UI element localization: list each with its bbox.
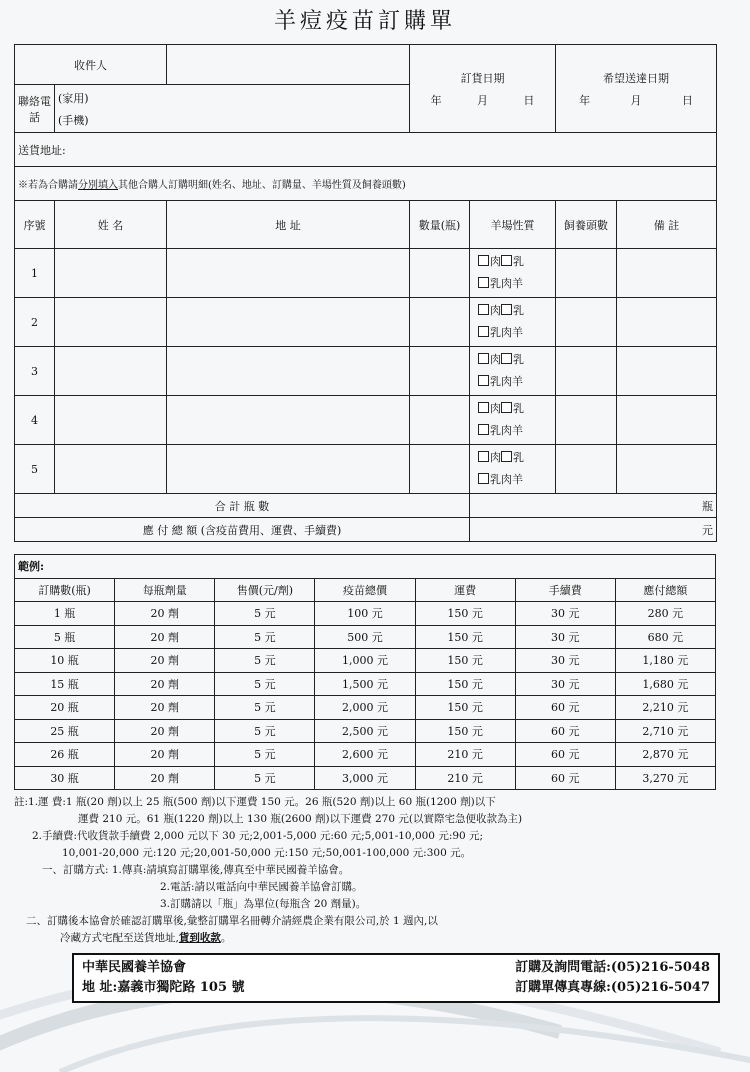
price-cell: 20 劑	[115, 696, 215, 720]
org-address: 地 址:嘉義市獨陀路 105 號	[82, 980, 245, 995]
price-row	[15, 719, 716, 743]
order-remark-cell[interactable]	[617, 396, 717, 445]
dairy-checkbox[interactable]	[501, 304, 512, 315]
phone-field[interactable]	[55, 85, 410, 133]
order-qty-cell[interactable]	[410, 298, 470, 347]
group-note-prefix: ※若為合購請	[18, 180, 78, 191]
order-address-cell[interactable]	[167, 249, 410, 298]
price-row	[15, 602, 716, 626]
price-cell: 20 劑	[115, 672, 215, 696]
order-phone: 訂購及詢問電話:(05)216-5048	[515, 960, 710, 975]
header-address: 地 址	[167, 201, 410, 249]
price-cell: 2,710 元	[615, 719, 715, 743]
price-cell: 150 元	[415, 602, 515, 626]
price-cell: 2,500 元	[315, 719, 415, 743]
order-row	[15, 396, 717, 445]
order-row	[15, 298, 717, 347]
order-remark-cell[interactable]	[617, 298, 717, 347]
group-note-suffix: 其他合購人訂購明細(姓名、地址、訂購量、羊場性質及飼養頭數)	[118, 180, 406, 191]
order-qty-cell[interactable]	[410, 396, 470, 445]
total-bottles-unit: 瓶	[702, 499, 713, 513]
total-bottles-field[interactable]	[470, 494, 717, 518]
note-shipping-2: 運費 210 元。61 瓶(1220 劑)以上 130 瓶(2600 劑)以下運費 270 元(以實際宅急便收款為主)	[78, 813, 523, 825]
delivery-year-label: 年	[579, 93, 591, 107]
price-cell: 280 元	[615, 602, 715, 626]
delivery-day-label: 日	[681, 93, 693, 107]
dual-purpose-checkbox[interactable]	[478, 424, 489, 435]
order-date-cell[interactable]	[410, 45, 556, 133]
dairy-option-label: 乳	[513, 353, 524, 366]
address-label: 送貨地址:	[18, 143, 66, 157]
delivery-note-2c: 。	[220, 932, 232, 944]
order-address-cell[interactable]	[167, 445, 410, 494]
header-qty: 數量(瓶)	[410, 201, 470, 249]
price-header-cell: 運費	[415, 578, 515, 602]
price-cell: 5 元	[215, 766, 315, 790]
header-remark: 備 註	[617, 201, 717, 249]
order-name-cell[interactable]	[55, 347, 167, 396]
meat-option-label: 肉	[490, 402, 501, 415]
order-farm-type-cell	[470, 249, 556, 298]
price-cell: 500 元	[315, 625, 415, 649]
price-row	[15, 696, 716, 720]
payable-total-field[interactable]	[470, 518, 717, 542]
note-fee-1: 2.手續費:代收貨款手續費 2,000 元以下 30 元;2,001-5,000 元:60 元;5,001-10,000 元:90 元;	[32, 830, 484, 842]
price-cell: 60 元	[515, 743, 615, 767]
header-heads: 飼養頭數	[556, 201, 617, 249]
meat-option-label: 肉	[490, 451, 501, 464]
price-cell: 20 劑	[115, 766, 215, 790]
home-phone-label: (家用)	[58, 91, 89, 105]
price-header-cell: 訂購數(瓶)	[15, 578, 115, 602]
order-method-1: 一、訂購方式: 1.傳真:請填寫訂購單後,傳真至中華民國養羊協會。	[42, 864, 350, 876]
meat-checkbox[interactable]	[478, 451, 489, 462]
meat-checkbox[interactable]	[478, 255, 489, 266]
dairy-checkbox[interactable]	[501, 402, 512, 413]
dairy-option-label: 乳	[513, 402, 524, 415]
price-row	[15, 625, 716, 649]
order-row	[15, 249, 717, 298]
header-no: 序號	[15, 201, 55, 249]
price-cell: 3,270 元	[615, 766, 715, 790]
order-qty-cell[interactable]	[410, 445, 470, 494]
order-row-number: 1	[15, 249, 55, 298]
price-cell: 1,500 元	[315, 672, 415, 696]
payable-total-unit: 元	[702, 523, 713, 537]
order-row	[15, 445, 717, 494]
order-address-cell[interactable]	[167, 298, 410, 347]
price-cell: 1,000 元	[315, 649, 415, 673]
order-remark-cell[interactable]	[617, 249, 717, 298]
price-cell: 3,000 元	[315, 766, 415, 790]
form-title: 羊痘疫苗訂購單	[273, 9, 456, 34]
price-cell: 5 元	[215, 672, 315, 696]
price-cell: 26 瓶	[15, 743, 115, 767]
price-cell: 2,000 元	[315, 696, 415, 720]
dairy-checkbox[interactable]	[501, 255, 512, 266]
notes-section	[14, 794, 716, 947]
order-name-cell[interactable]	[55, 298, 167, 347]
price-cell: 150 元	[415, 625, 515, 649]
price-cell: 210 元	[415, 743, 515, 767]
price-cell: 30 元	[515, 672, 615, 696]
order-heads-cell[interactable]	[556, 249, 617, 298]
price-cell: 1 瓶	[15, 602, 115, 626]
price-header-cell: 售價(元/劑)	[215, 578, 315, 602]
dairy-checkbox[interactable]	[501, 451, 512, 462]
price-cell: 5 元	[215, 743, 315, 767]
order-farm-type-cell	[470, 445, 556, 494]
order-name-cell[interactable]	[55, 445, 167, 494]
price-cell: 20 劑	[115, 602, 215, 626]
example-label: 範例:	[15, 555, 716, 579]
dual-purpose-checkbox[interactable]	[478, 326, 489, 337]
price-row	[15, 766, 716, 790]
price-cell: 150 元	[415, 649, 515, 673]
order-month-label: 月	[476, 93, 488, 107]
order-name-cell[interactable]	[55, 396, 167, 445]
order-row-number: 3	[15, 347, 55, 396]
order-year-label: 年	[430, 93, 442, 107]
header-farm-type: 羊場性質	[470, 201, 556, 249]
order-address-cell[interactable]	[167, 347, 410, 396]
recipient-field[interactable]	[167, 45, 410, 85]
price-cell: 5 元	[215, 625, 315, 649]
dual-purpose-option-label: 乳肉羊	[490, 277, 523, 290]
phone-label: 聯絡電話	[15, 85, 55, 133]
price-cell: 5 瓶	[15, 625, 115, 649]
group-order-note	[15, 167, 717, 201]
dual-purpose-option-label: 乳肉羊	[490, 375, 523, 388]
meat-option-label: 肉	[490, 304, 501, 317]
cash-on-delivery: 貨到收款	[178, 932, 221, 944]
org-name: 中華民國養羊協會	[82, 960, 187, 975]
address-field[interactable]	[15, 133, 717, 167]
price-example-table	[14, 554, 716, 790]
order-qty-cell[interactable]	[410, 347, 470, 396]
dairy-option-label: 乳	[513, 304, 524, 317]
order-name-cell[interactable]	[55, 249, 167, 298]
dual-purpose-option-label: 乳肉羊	[490, 326, 523, 339]
meat-checkbox[interactable]	[478, 353, 489, 364]
price-header-cell: 手續費	[515, 578, 615, 602]
price-cell: 5 元	[215, 602, 315, 626]
dual-purpose-checkbox[interactable]	[478, 375, 489, 386]
price-header-cell: 疫苗總價	[315, 578, 415, 602]
delivery-note-2	[14, 930, 716, 947]
dairy-option-label: 乳	[513, 255, 524, 268]
order-method-2: 2.電話:請以電話向中華民國養羊協會訂購。	[160, 881, 363, 893]
price-cell: 210 元	[415, 766, 515, 790]
mobile-phone-label: (手機)	[58, 113, 89, 127]
price-cell: 25 瓶	[15, 719, 115, 743]
price-row	[15, 743, 716, 767]
price-header-cell: 應付總額	[615, 578, 715, 602]
total-bottles-label: 合 計 瓶 數	[15, 494, 470, 518]
order-form-table	[14, 44, 717, 542]
price-cell: 30 元	[515, 625, 615, 649]
delivery-month-label: 月	[630, 93, 642, 107]
price-row	[15, 672, 716, 696]
order-remark-cell[interactable]	[617, 347, 717, 396]
order-farm-type-cell	[470, 396, 556, 445]
recipient-label: 收件人	[15, 45, 167, 85]
dairy-checkbox[interactable]	[501, 353, 512, 364]
price-cell: 10 瓶	[15, 649, 115, 673]
order-farm-type-cell	[470, 298, 556, 347]
price-cell: 60 元	[515, 766, 615, 790]
order-address-cell[interactable]	[167, 396, 410, 445]
price-header-row	[15, 578, 716, 602]
delivery-date-cell[interactable]	[556, 45, 717, 133]
order-farm-type-cell	[470, 347, 556, 396]
price-cell: 60 元	[515, 696, 615, 720]
delivery-note-2a: 冷藏方式宅配至送貨地址,	[60, 932, 179, 944]
price-cell: 30 元	[515, 649, 615, 673]
price-cell: 150 元	[415, 672, 515, 696]
price-header-cell: 每瓶劑量	[115, 578, 215, 602]
meat-checkbox[interactable]	[478, 402, 489, 413]
meat-option-label: 肉	[490, 353, 501, 366]
price-cell: 100 元	[315, 602, 415, 626]
price-cell: 20 劑	[115, 625, 215, 649]
price-cell: 5 元	[215, 719, 315, 743]
dual-purpose-checkbox[interactable]	[478, 277, 489, 288]
header-name: 姓 名	[55, 201, 167, 249]
order-date-label: 訂貨日期	[460, 71, 505, 85]
dual-purpose-option-label: 乳肉羊	[490, 424, 523, 437]
order-qty-cell[interactable]	[410, 249, 470, 298]
price-cell: 30 瓶	[15, 766, 115, 790]
order-row-number: 2	[15, 298, 55, 347]
price-cell: 1,180 元	[615, 649, 715, 673]
price-cell: 15 瓶	[15, 672, 115, 696]
meat-option-label: 肉	[490, 255, 501, 268]
order-heads-cell[interactable]	[556, 298, 617, 347]
price-cell: 30 元	[515, 602, 615, 626]
order-row	[15, 347, 717, 396]
delivery-note-1: 二、訂購後本協會於確認訂購單後,彙整訂購單名冊轉介請經農企業有限公司,於 1 週內,以	[26, 915, 438, 927]
price-cell: 20 劑	[115, 649, 215, 673]
dual-purpose-option-label: 乳肉羊	[490, 473, 523, 486]
price-cell: 150 元	[415, 719, 515, 743]
order-day-label: 日	[523, 93, 535, 107]
order-row-number: 4	[15, 396, 55, 445]
contact-footer	[72, 953, 720, 1003]
payable-total-label: 應 付 總 額 (含疫苗費用、運費、手續費)	[15, 518, 470, 542]
order-heads-cell[interactable]	[556, 396, 617, 445]
dairy-option-label: 乳	[513, 451, 524, 464]
order-heads-cell[interactable]	[556, 347, 617, 396]
price-cell: 20 劑	[115, 743, 215, 767]
price-cell: 60 元	[515, 719, 615, 743]
price-cell: 2,210 元	[615, 696, 715, 720]
order-method-3: 3.訂購請以「瓶」為單位(每瓶含 20 劑量)。	[160, 898, 367, 910]
price-cell: 150 元	[415, 696, 515, 720]
price-cell: 1,680 元	[615, 672, 715, 696]
note-shipping-1: 註:1.運 費:1 瓶(20 劑)以上 25 瓶(500 劑)以下運費 150 元。26 瓶(520 劑)以上 60 瓶(1200 劑)以下	[14, 796, 496, 808]
dual-purpose-checkbox[interactable]	[478, 473, 489, 484]
note-fee-2: 10,001-20,000 元:120 元;20,001-50,000 元:150 元;50,001-100,000 元:300 元。	[62, 847, 472, 859]
order-heads-cell[interactable]	[556, 445, 617, 494]
meat-checkbox[interactable]	[478, 304, 489, 315]
order-row-number: 5	[15, 445, 55, 494]
price-cell: 680 元	[615, 625, 715, 649]
group-note-underline: 分別填入	[78, 180, 118, 191]
order-fax: 訂購單傳真專線:(05)216-5047	[515, 980, 710, 995]
price-cell: 5 元	[215, 649, 315, 673]
price-cell: 20 劑	[115, 719, 215, 743]
price-cell: 5 元	[215, 696, 315, 720]
price-cell: 20 瓶	[15, 696, 115, 720]
price-cell: 2,600 元	[315, 743, 415, 767]
price-row	[15, 649, 716, 673]
price-cell: 2,870 元	[615, 743, 715, 767]
order-remark-cell[interactable]	[617, 445, 717, 494]
order-form	[14, 0, 716, 1003]
delivery-date-label: 希望送達日期	[603, 71, 669, 85]
